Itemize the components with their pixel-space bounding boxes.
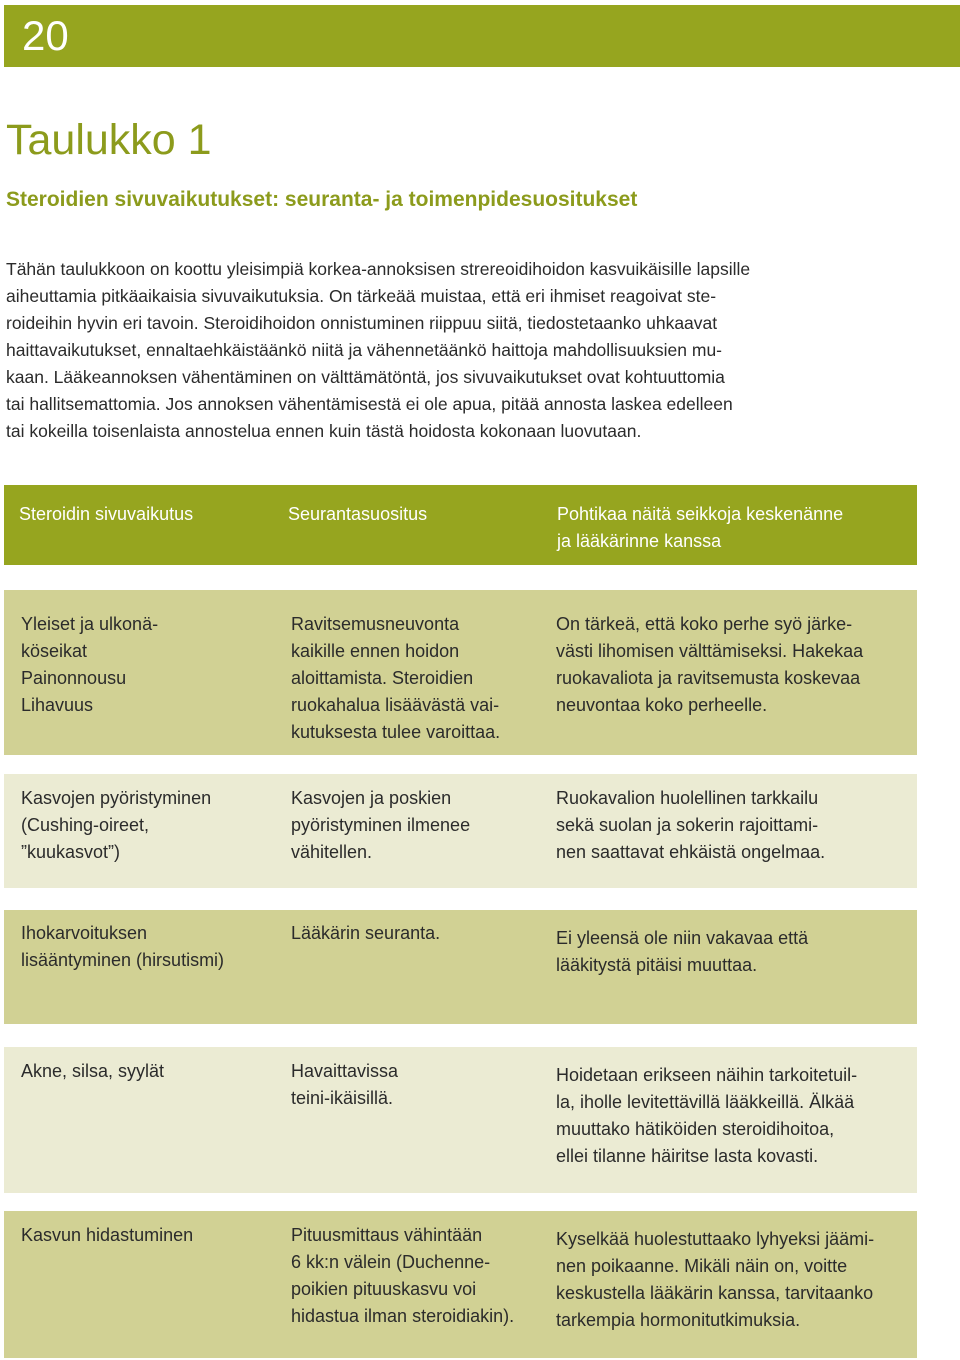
- cell-monitoring: [291, 785, 470, 866]
- cell-line: ellei tilanne häiritse lasta kovasti.: [556, 1146, 819, 1166]
- cell-consider: [556, 1062, 857, 1170]
- cell-side-effect: [21, 1222, 193, 1249]
- intro-paragraph: [6, 256, 906, 445]
- cell-line: hidastua ilman steroidiakin).: [291, 1306, 515, 1326]
- cell-line: lisääntyminen (hirsutismi): [21, 950, 225, 970]
- cell-line: Lihavuus: [21, 695, 94, 715]
- cell-line: nen saattavat ehkäistä ongelmaa.: [556, 842, 826, 862]
- table-row: [4, 910, 917, 1024]
- cell-line: Ruokavalion huolellinen tarkkailu: [556, 788, 819, 808]
- header-line: Pohtikaa näitä seikkoja keskenänne: [557, 504, 844, 524]
- cell-consider: [556, 1226, 874, 1334]
- intro-line: roideihin hyvin eri tavoin. Steroidihoidon onnistuminen riippuu siitä, tiedostetaanko uhkaavat: [6, 313, 718, 333]
- header-consider: [557, 501, 907, 555]
- cell-side-effect: [21, 785, 211, 866]
- cell-line: keskustella lääkärin kanssa, tarvitaanko: [556, 1283, 874, 1303]
- cell-monitoring: [291, 920, 440, 947]
- cell-consider: [556, 611, 863, 719]
- cell-line: Ei yleensä ole niin vakavaa että: [556, 928, 809, 948]
- cell-line: Lääkärin seuranta.: [291, 923, 441, 943]
- page-header-band: [4, 5, 960, 67]
- intro-line: aiheuttamia pitkäaikaisia sivuvaikutuksia. On tärkeää muistaa, että eri ihmiset reagoivat ste-: [6, 286, 717, 306]
- cell-line: tarkempia hormonitutkimuksia.: [556, 1310, 801, 1330]
- cell-line: köseikat: [21, 641, 88, 661]
- cell-line: la, iholle levitettävillä lääkkeillä. Älkää: [556, 1092, 855, 1112]
- cell-line: ”kuukasvot”): [21, 842, 121, 862]
- cell-line: muuttako hätiköiden steroidihoitoa,: [556, 1119, 835, 1139]
- page-number: 20: [22, 12, 69, 59]
- cell-line: (Cushing-oireet,: [21, 815, 150, 835]
- cell-line: Kyselkää huolestuttaako lyhyeksi jäämi-: [556, 1229, 875, 1249]
- cell-line: lääkitystä pitäisi muuttaa.: [556, 955, 758, 975]
- cell-monitoring: [291, 1058, 398, 1112]
- cell-line: västi lihomisen välttämiseksi. Hakekaa: [556, 641, 864, 661]
- intro-line: kaan. Lääkeannoksen vähentäminen on välttämätöntä, jos sivuvaikutukset ovat kohtuuttomia: [6, 367, 725, 387]
- header-line: Steroidin sivuvaikutus: [19, 504, 194, 524]
- intro-line: tai kokeilla toisenlaista annostelua ennen kuin tästä hoidosta kokonaan luovutaan.: [6, 421, 642, 441]
- cell-consider: [556, 925, 808, 979]
- intro-line: Tähän taulukkoon on koottu yleisimpiä korkea-annoksisen strereoidihoidon kasvuikäisille lapsille: [6, 259, 751, 279]
- cell-line: Kasvojen ja poskien: [291, 788, 452, 808]
- cell-line: 6 kk:n välein (Duchenne-: [291, 1252, 491, 1272]
- cell-line: Yleiset ja ulkonä-: [21, 614, 159, 634]
- cell-line: Hoidetaan erikseen näihin tarkoitetuil-: [556, 1065, 858, 1085]
- header-line: Seurantasuositus: [288, 504, 428, 524]
- cell-line: vähitellen.: [291, 842, 373, 862]
- cell-line: neuvontaa koko perheelle.: [556, 695, 768, 715]
- cell-line: nen poikaanne. Mikäli näin on, voitte: [556, 1256, 848, 1276]
- cell-line: On tärkeä, että koko perhe syö järke-: [556, 614, 853, 634]
- table-row: [4, 1047, 917, 1193]
- cell-side-effect: [21, 1058, 164, 1085]
- cell-monitoring: [291, 1222, 514, 1330]
- cell-line: ruokavaliota ja ravitsemusta koskevaa: [556, 668, 861, 688]
- cell-line: Akne, silsa, syylät: [21, 1061, 165, 1081]
- cell-monitoring: [291, 611, 500, 746]
- table-header-row: [4, 485, 917, 565]
- cell-line: Ravitsemusneuvonta: [291, 614, 460, 634]
- cell-line: Havaittavissa: [291, 1061, 399, 1081]
- cell-line: teini-ikäisillä.: [291, 1088, 394, 1108]
- header-monitoring: [288, 501, 538, 528]
- cell-side-effect: [21, 920, 224, 974]
- table-subtitle: Steroidien sivuvaikutukset: seuranta- ja toimenpidesuositukset: [6, 188, 638, 211]
- cell-line: Ihokarvoituksen: [21, 923, 148, 943]
- header-side-effect: [19, 501, 269, 528]
- cell-line: Painonnousu: [21, 668, 127, 688]
- cell-line: kaikille ennen hoidon: [291, 641, 460, 661]
- table-row: [4, 1211, 917, 1358]
- cell-line: sekä suolan ja sokerin rajoittami-: [556, 815, 819, 835]
- cell-line: Pituusmittaus vähintään: [291, 1225, 483, 1245]
- header-line: ja lääkärinne kanssa: [557, 531, 722, 551]
- cell-line: Kasvojen pyöristyminen: [21, 788, 212, 808]
- intro-line: tai hallitsemattomia. Jos annoksen vähentämisestä ei ole apua, pitää annosta laskea edelleen: [6, 394, 733, 414]
- table-row: [4, 774, 917, 888]
- table-title: Taulukko 1: [6, 116, 212, 164]
- table-row: [4, 590, 917, 755]
- cell-line: poikien pituuskasvu voi: [291, 1279, 477, 1299]
- cell-line: aloittamista. Steroidien: [291, 668, 474, 688]
- cell-consider: [556, 785, 825, 866]
- cell-line: kutuksesta tulee varoittaa.: [291, 722, 501, 742]
- cell-side-effect: [21, 611, 158, 719]
- intro-line: haittavaikutukset, ennaltaehkäistäänkö niitä ja vähennetäänkö haittoja mahdollisuuksien mu-: [6, 340, 723, 360]
- cell-line: ruokahalua lisäävästä vai-: [291, 695, 500, 715]
- cell-line: pyöristyminen ilmenee: [291, 815, 471, 835]
- cell-line: Kasvun hidastuminen: [21, 1225, 194, 1245]
